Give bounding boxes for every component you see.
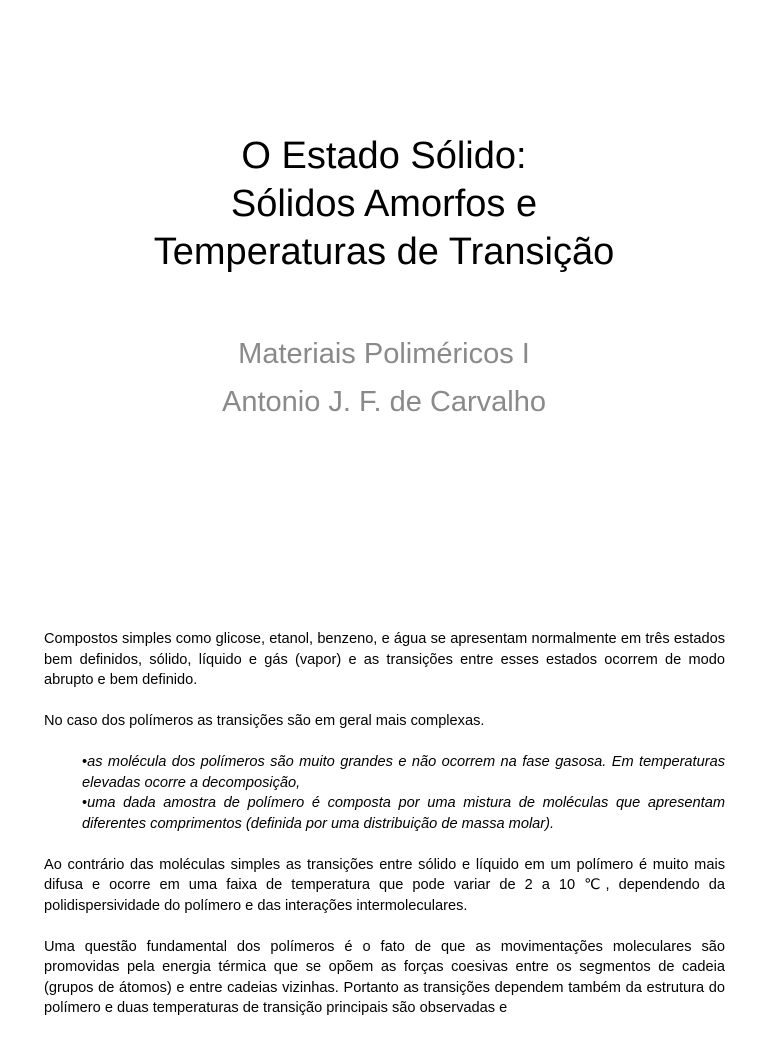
bullet-text: as molécula dos polímeros são muito grandes e não ocorrem na fase gasosa. Em temperaturas elevadas ocorre a decomposição,: [82, 754, 725, 791]
title-line-2: Sólidos Amorfos e: [230, 183, 538, 225]
subtitle-course: Materiais Poliméricos I: [238, 338, 530, 370]
title-line-3: Temperaturas de Transição: [153, 231, 615, 273]
title-line-1: O Estado Sólido:: [241, 135, 527, 177]
slide-title: [40, 132, 728, 276]
bullet-text: uma dada amostra de polímero é composta por uma mistura de moléculas que apresentam diferentes comprimentos (definida por uma distribuição de massa molar).: [82, 795, 725, 832]
notes-bullet-item: [82, 752, 725, 793]
subtitle-author: Antonio J. F. de Carvalho: [221, 386, 546, 418]
bullet-marker: •: [82, 795, 88, 811]
slide-subtitle: [40, 330, 728, 426]
notes-paragraph: No caso dos polímeros as transições são em geral mais complexas.: [44, 713, 485, 729]
bullet-marker: •: [82, 754, 88, 770]
notes-paragraph: Ao contrário das moléculas simples as transições entre sólido e líquido em um polímero é muito mais difusa e ocorre em uma faixa de temperatura que pode variar de 2 a 10 ℃, dependendo da polidispersividade do polímero e das interações intermoleculares.: [44, 856, 725, 914]
notes-bullet-list: [44, 752, 725, 834]
speaker-notes: [44, 629, 725, 1039]
notes-paragraph: Compostos simples como glicose, etanol, benzeno, e água se apresentam normalmente em três estados bem definidos, sólido, líquido e gás (vapor) e as transições entre esses estados ocorrem de modo abrupto e bem definido.: [44, 631, 725, 688]
notes-paragraph: Uma questão fundamental dos polímeros é o fato de que as movimentações moleculares são promovidas pela energia térmica que se opõem as forças coesivas entre os segmentos de cadeia (grupos de átomos) e entre cadeias vizinhas. Portanto as transições dependem também da estrutura do polímero e duas temperaturas de transição principais são observadas e: [44, 938, 725, 1016]
notes-bullet-item: [82, 793, 725, 834]
